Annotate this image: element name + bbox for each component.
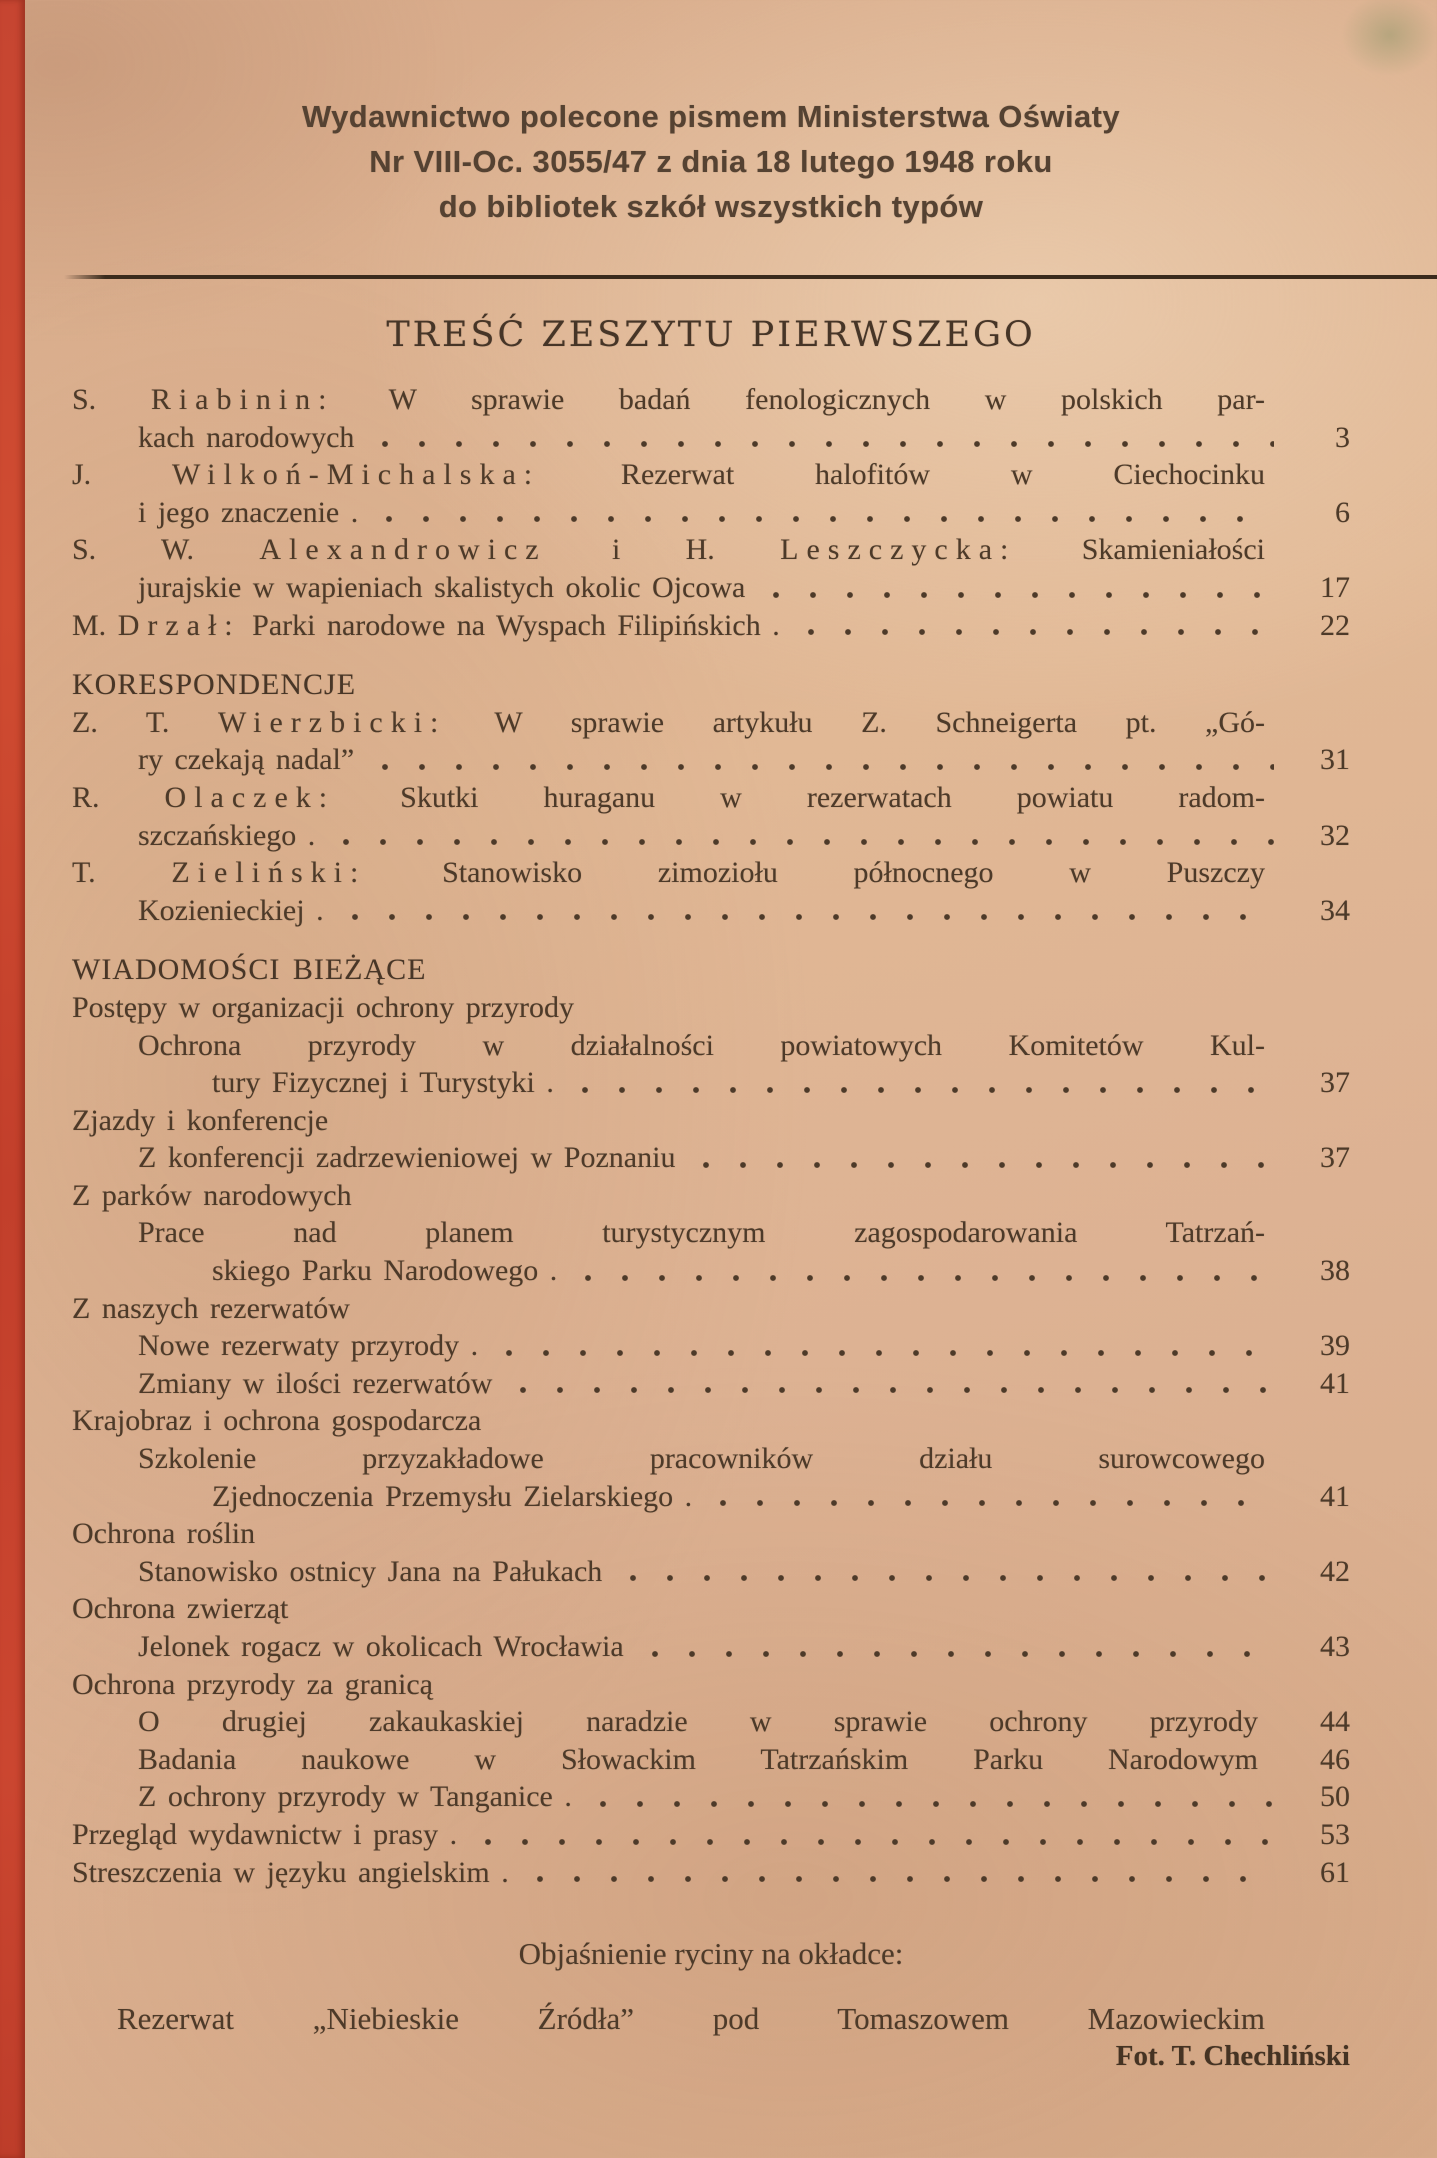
entry-text-segment: Zjazdy i konferencje	[72, 1103, 329, 1137]
toc-entry-text	[138, 494, 358, 532]
toc-line	[72, 989, 1350, 1027]
spine-stripe	[0, 0, 25, 2158]
entry-text-segment: Kozienieckiej .	[138, 893, 324, 927]
toc-entry-text	[138, 1778, 572, 1816]
toc-entry-text	[138, 817, 315, 855]
entry-text-segment: R.	[72, 780, 165, 814]
entry-text-segment: tury Fizycznej i Turystyki .	[212, 1066, 554, 1100]
toc-line	[72, 704, 1350, 742]
leader-dots	[570, 1064, 1274, 1102]
page-number: 31	[1320, 743, 1350, 777]
toc-entry-text	[212, 1064, 554, 1102]
toc-entry-text	[138, 1440, 1265, 1478]
toc-line	[72, 892, 1350, 930]
toc-entry-text	[138, 892, 324, 930]
leader-dots	[708, 1478, 1274, 1516]
leader-dots	[374, 494, 1274, 532]
toc-entry-text	[138, 569, 745, 607]
toc-line	[72, 854, 1350, 892]
leader-dots	[588, 1778, 1274, 1816]
leader-dots	[331, 817, 1274, 855]
toc-section-heading	[72, 666, 1350, 704]
toc-line	[72, 1440, 1350, 1478]
toc-line	[72, 381, 1350, 419]
toc-line	[72, 531, 1350, 569]
entry-text-segment: Rezerwat halofitów w Ciechocinku	[540, 458, 1265, 492]
page-number: 42	[1320, 1554, 1350, 1588]
toc-entry-text	[72, 1102, 328, 1140]
toc-line	[72, 1402, 1350, 1440]
page-number: 32	[1320, 818, 1350, 852]
recommendation-line-3: do bibliotek szkół wszystkich typów	[438, 189, 984, 224]
leader-dots	[691, 1139, 1274, 1177]
page-number: 37	[1320, 1066, 1350, 1100]
page-number: 61	[1320, 1855, 1350, 1889]
entry-text-segment: Stanowisko ostnicy Jana na Pałukach	[138, 1554, 603, 1588]
entry-text-segment: Skamieniałości	[1016, 533, 1266, 567]
entry-text-segment: Postępy w organizacji ochrony przyrody	[72, 990, 574, 1024]
toc-entry-text	[72, 951, 426, 989]
recommendation-line-1: Wydawnictwo polecone pismem Ministerstwa Oświaty	[302, 99, 1120, 134]
entry-text-segment: skiego Parku Narodowego .	[212, 1254, 558, 1288]
toc-entry-text	[212, 1478, 692, 1516]
toc-line	[72, 1816, 1350, 1854]
leader-dots	[370, 419, 1274, 457]
leader-dots	[508, 1365, 1274, 1403]
author-name: Riabinin:	[150, 383, 335, 416]
entry-text-segment: kach narodowych	[138, 420, 355, 454]
entry-text-segment: szczańskiego .	[138, 818, 316, 852]
entry-text-segment: i H.	[546, 533, 781, 567]
entry-text-segment: S.	[72, 383, 151, 416]
toc-line	[72, 1478, 1350, 1516]
leader-dots	[370, 741, 1274, 779]
entry-text-segment: Z. T.	[72, 705, 218, 739]
entry-text-segment: Stanowisko zimoziołu północnego w Puszczy	[366, 856, 1265, 890]
toc-line	[72, 1365, 1350, 1403]
leader-dots	[640, 1628, 1274, 1666]
page-number: 41	[1320, 1479, 1350, 1513]
entry-text-segment: Szkolenie przyzakładowe pracowników działu surowcowego	[138, 1442, 1265, 1476]
toc-entry-text	[72, 1402, 481, 1440]
leader-dots	[618, 1553, 1274, 1591]
toc-line	[72, 1628, 1350, 1666]
toc-entry-text	[138, 1741, 1258, 1779]
toc-entry-text	[72, 381, 1265, 419]
leader-dots	[494, 1327, 1274, 1365]
toc-entry-text	[72, 1515, 255, 1553]
toc-line	[72, 741, 1350, 779]
entry-text-segment: T.	[72, 856, 172, 890]
entry-text-segment: jurajskie w wapieniach skalistych okolic Ojcowa	[138, 570, 746, 604]
toc-line	[72, 1666, 1350, 1704]
author-name: Leszczycka:	[780, 533, 1017, 567]
entry-text-segment: KORESPONDENCJE	[72, 668, 357, 702]
entry-text-segment: O drugiej zakaukaskiej naradzie w sprawie ochrony przyrody	[138, 1705, 1258, 1739]
toc-entry-text	[212, 1252, 557, 1290]
page-number: 37	[1320, 1141, 1350, 1175]
toc-entry-text	[72, 1590, 288, 1628]
toc-line	[72, 1177, 1350, 1215]
entry-text-segment: Z naszych rezerwatów	[72, 1291, 350, 1325]
entry-text-segment: Nowe rezerwaty przyrody .	[138, 1329, 479, 1363]
entry-text-segment: W sprawie artykułu Z. Schneigerta pt. „Gó-	[446, 705, 1265, 739]
cover-note-heading: Objaśnienie ryciny na okładce:	[518, 1936, 904, 1972]
entry-text-segment: Ochrona przyrody w działalności powiatowych Komitetów Kul-	[138, 1028, 1265, 1062]
page-number: 41	[1320, 1366, 1350, 1400]
recommendation-note	[72, 94, 1350, 229]
toc-entry-text	[138, 1214, 1265, 1252]
toc-line	[72, 1854, 1350, 1892]
page-number: 3	[1335, 420, 1350, 454]
toc-entry-text	[138, 741, 354, 779]
toc-entry-text	[72, 1177, 352, 1215]
page-content	[72, 0, 1350, 2073]
toc-entry-text	[138, 1628, 624, 1666]
toc-line	[72, 1139, 1350, 1177]
entry-text-segment: i jego znaczenie .	[138, 495, 359, 529]
entry-text-segment: W sprawie badań fenologicznych w polskich par-	[334, 383, 1266, 416]
toc-entry-text	[138, 1139, 675, 1177]
toc-line	[72, 1515, 1350, 1553]
entry-text-segment: Zjednoczenia Przemysłu Zielarskiego .	[212, 1479, 693, 1513]
toc-line	[72, 1703, 1350, 1741]
cover-caption: Rezerwat „Niebieskie Źródła” pod Tomaszowem Mazowieckim	[117, 2001, 1265, 2037]
toc-line	[72, 1778, 1350, 1816]
toc-entry-text	[72, 779, 1265, 817]
toc-line	[72, 1741, 1350, 1779]
toc-entry-text	[72, 1816, 457, 1854]
toc-line	[72, 779, 1350, 817]
toc-line	[72, 569, 1350, 607]
entry-text-segment: S. W.	[72, 533, 260, 567]
entry-text-segment: Streszczenia w języku angielskim .	[72, 1855, 509, 1889]
toc-entry-text	[138, 1703, 1258, 1741]
page-number: 44	[1320, 1705, 1350, 1739]
entry-text-segment: Badania naukowe w Słowackim Tatrzańskim Parku Narodowym	[138, 1742, 1258, 1776]
entry-text-segment: Z ochrony przyrody w Tanganice .	[138, 1780, 572, 1814]
entry-text-segment: Ochrona roślin	[72, 1517, 256, 1551]
toc-entry-text	[138, 419, 354, 457]
entry-text-segment: M.	[72, 608, 118, 642]
author-name: Wilkoń-Michalska:	[172, 458, 541, 492]
entry-text-segment: Jelonek rogacz w okolicach Wrocławia	[138, 1630, 624, 1663]
leader-dots	[525, 1854, 1274, 1892]
toc-entry-text	[72, 607, 780, 645]
toc-line	[72, 1252, 1350, 1290]
toc-line	[72, 607, 1350, 645]
entry-text-segment: Skutki huraganu w rezerwatach powiatu radom-	[335, 780, 1266, 814]
toc-line	[72, 1553, 1350, 1591]
author-name: Wierzbicki:	[218, 705, 447, 739]
page-number: 39	[1320, 1329, 1350, 1363]
leader-dots	[573, 1252, 1274, 1290]
entry-text-segment: Zmiany w ilości rezerwatów	[138, 1366, 493, 1400]
entry-text-segment: Przegląd wydawnictw i prasy .	[72, 1817, 458, 1851]
toc-line	[72, 1102, 1350, 1140]
toc-entry-text	[138, 1365, 492, 1403]
entry-text-segment: Ochrona zwierząt	[72, 1592, 289, 1626]
toc	[72, 381, 1350, 1891]
toc-entry-text	[138, 1027, 1265, 1065]
recommendation-line-2: Nr VIII-Oc. 3055/47 z dnia 18 lutego 1948 roku	[369, 144, 1053, 179]
toc-line	[72, 1064, 1350, 1102]
toc-line	[72, 1327, 1350, 1365]
page-number: 34	[1320, 893, 1350, 927]
page-number: 22	[1320, 608, 1350, 642]
toc-entry-text	[72, 456, 1265, 494]
toc-entry-text	[138, 1327, 478, 1365]
leader-dots	[473, 1816, 1274, 1854]
page-number: 38	[1320, 1254, 1350, 1288]
toc-section-heading	[72, 951, 1350, 989]
page-number: 46	[1320, 1742, 1350, 1776]
entry-text-segment: Z konferencji zadrzewieniowej w Poznaniu	[138, 1141, 676, 1175]
page-number: 50	[1320, 1780, 1350, 1814]
toc-line	[72, 1027, 1350, 1065]
toc-line	[72, 419, 1350, 457]
page-number: 6	[1335, 495, 1350, 529]
toc-line	[72, 1290, 1350, 1328]
page-number: 53	[1320, 1817, 1350, 1851]
entry-text-segment: ry czekają nadal”	[138, 743, 355, 777]
entry-text-segment: Parki narodowe na Wyspach Filipińskich .	[240, 608, 780, 642]
toc-entry-text	[72, 1290, 350, 1328]
entry-text-segment: Ochrona przyrody za granicą	[72, 1667, 433, 1701]
toc-line	[72, 1590, 1350, 1628]
entry-text-segment: Z parków narodowych	[72, 1178, 352, 1212]
author-name: Drzał:	[117, 608, 241, 642]
toc-entry-text	[72, 989, 574, 1027]
entry-text-segment: J.	[72, 458, 173, 492]
leader-dots	[796, 607, 1274, 645]
page-number: 17	[1320, 570, 1350, 604]
toc-entry-text	[72, 704, 1265, 742]
entry-text-segment: WIADOMOŚCI BIEŻĄCE	[72, 953, 427, 987]
leader-dots	[761, 569, 1274, 607]
toc-line	[72, 456, 1350, 494]
page-number: 43	[1320, 1630, 1350, 1663]
author-name: Alexandrowicz	[259, 533, 547, 567]
toc-line	[72, 1214, 1350, 1252]
toc-entry-text	[138, 1553, 602, 1591]
entry-text-segment: Prace nad planem turystycznym zagospodarowania Tatrzań-	[138, 1216, 1265, 1250]
photo-credit: Fot. T. Chechliński	[1115, 2040, 1350, 2073]
toc-entry-text	[72, 666, 356, 704]
leader-dots	[340, 892, 1274, 930]
page-title: TREŚĆ ZESZYTU PIERWSZEGO	[386, 315, 1036, 355]
author-name: Zieliński:	[171, 856, 367, 890]
author-name: Olaczek:	[164, 780, 336, 814]
toc-entry-text	[72, 1854, 509, 1892]
toc-entry-text	[72, 531, 1265, 569]
toc-entry-text	[72, 1666, 433, 1704]
toc-entry-text	[72, 854, 1265, 892]
entry-text-segment: Krajobraz i ochrona gospodarcza	[72, 1404, 482, 1438]
toc-line	[72, 817, 1350, 855]
toc-line	[72, 494, 1350, 532]
